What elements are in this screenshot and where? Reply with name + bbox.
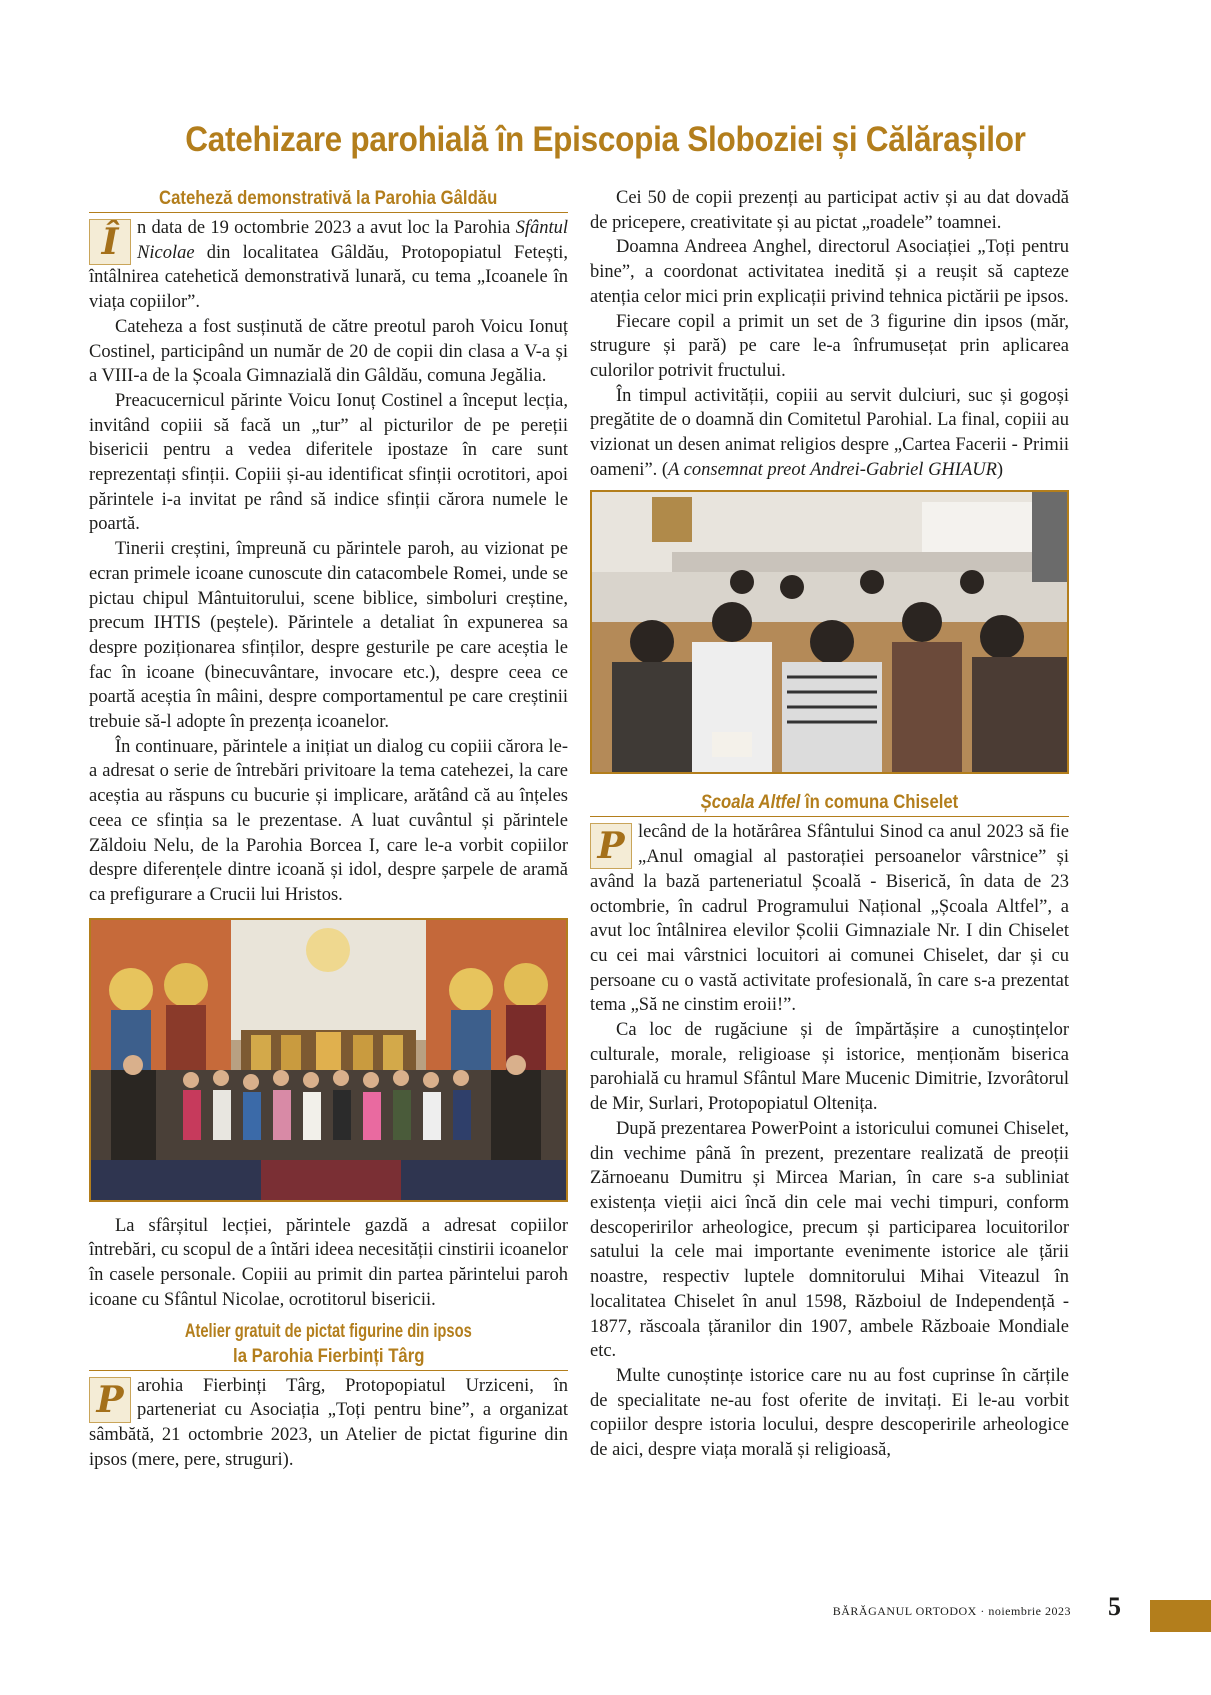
- page-title: Catehizare parohială în Episcopia Sloboziei și Călărașilor: [185, 120, 1026, 159]
- paragraph: La sfârșitul lecției, părintele gazdă a adresat copiilor întrebări, cu scopul de a întări ideea necesității cinstirii icoanelor în casele personale. Copiii au primit din partea părintelui paroh icoane cu Sfântul Nicolae, ocrotitorul bisericii.: [89, 1215, 568, 1310]
- paragraph: Î n data de 19 octombrie 2023 a avut loc la Parohia Sfântul Nicolae din localitatea Gâldău, Protopopiatul Fetești, întâlnirea catehetică demonstrativă lunară, cu tema „Icoanele în viața copiilor”.: [89, 218, 568, 313]
- paragraph: Preacucernicul părinte Voicu Ionuț Costinel a început lecția, invitând copiii să facă un „tur” al picturilor de pe pereții bisericii pentru a vedea diferitele ipostaze în care sunt reprezentați sfinții. Copiii și-au identificat sfinții ocrotitori, apoi părintele i-a invitat pe rând să indice sfinții cărora numele le poartă.: [89, 390, 568, 535]
- dropcap: P: [89, 1377, 131, 1423]
- dropcap: P: [590, 823, 632, 869]
- section-title-chiselet: Școala Altfel în comuna Chiselet: [590, 790, 1069, 817]
- footer-publication: BĂRĂGANUL ORTODOX · noiembrie 2023: [832, 1604, 1071, 1618]
- paragraph: P lecând de la hotărârea Sfântului Sinod ca anul 2023 să fie „Anul omagial al pastorației persoanelor vârstnice” și având la bază parteneriatul Școală - Biserică, în data de 23 octombrie, în cadrul Programului Național „Școala Altfel”, a avut loc întâlnirea elevilor Școlii Gimnaziale Nr. I din Chiselet cu cei mai vârstnici locuitori ai comunei Chiselet, dar și cu persoane cu o vastă activitate profesională, în care s-a prezentat tema „Să ne cinstim eroii!”.: [590, 822, 1069, 1016]
- dropcap: Î: [89, 219, 131, 265]
- right-column: [590, 186, 1069, 1463]
- church-group-photo: [89, 918, 568, 1202]
- paragraph: Fiecare copil a primit un set de 3 figurine din ipsos (măr, strugure și pară) pe care le-a înfrumusețat prin aplicarea culorilor potrivit fructului.: [590, 311, 1069, 381]
- left-column: [89, 186, 568, 1472]
- paragraph: În continuare, părintele a inițiat un dialog cu copiii cărora le-a adresat o serie de întrebări privitoare la tema catehezei, la care aceștia au răspuns cu bucurie și implicare, arătând că au înțeles ceea ce sfinția sa le prezentase. A luat cuvântul și părintele Zăldoiu Nelu, de la Parohia Borcea I, care le-a vorbit copiilor despre diferențele dintre icoană și idol, despre șarpele de aramă ca prefigurare a Crucii lui Hristos.: [89, 736, 568, 905]
- section-title-fierbinti-line1: Atelier gratuit de pictat figurine din ipsos: [185, 1320, 472, 1342]
- paragraph: P arohia Fierbinți Târg, Protopopiatul Urziceni, în parteneriat cu Asociația „Toți pentru bine”, a organizat sâmbătă, 21 octombrie 2023, un Atelier de pictat figurine din ipsos (mere, pere, struguri).: [89, 1375, 568, 1470]
- paragraph: Cateheza a fost susținută de către preotul paroh Voicu Ionuț Costinel, participând un număr de 20 de copii din clasa a V-a și a VIII-a de la Școala Gimnazială din Gâldău, comuna Jegălia.: [89, 316, 568, 387]
- paragraph: În timpul activității, copiii au servit dulciuri, suc și gogoși pregătite de o doamnă din Comitetul Parohial. La final, copiii au vizionat un desen animat religios despre „Cartea Facerii - Primii oameni”. (A consemnat preot Andrei-Gabriel GHIAUR): [590, 385, 1069, 480]
- workshop-photo: [590, 490, 1069, 774]
- footer-accent-bar: [1150, 1600, 1211, 1632]
- page-number: 5: [1108, 1592, 1121, 1621]
- section-title-fierbinti-line2: la Parohia Fierbinți Târg: [89, 1344, 568, 1371]
- paragraph: Cei 50 de copii prezenți au participat activ și au dat dovadă de pricepere, creativitate și au pictat „roadele” toamnei.: [590, 188, 1069, 233]
- paragraph: Doamna Andreea Anghel, directorul Asociației „Toți pentru bine”, a coordonat activitatea inedită și a reușit să capteze atenția celor mici prin explicații privind tehnica pictării pe ipsos.: [590, 237, 1069, 307]
- section-title-galdau: Cateheză demonstrativă la Parohia Gâldău: [89, 186, 568, 213]
- paragraph: Ca loc de rugăciune și de împărtășire a cunoștințelor culturale, morale, religioase și istorice, menționăm biserica parohială cu hramul Sfântul Mare Mucenic Dimitrie, Izvorâtorul de Mir, Surlari, Protopopiatul Oltenița.: [590, 1020, 1069, 1115]
- paragraph: După prezentarea PowerPoint a istoricului comunei Chiselet, din vechime până în prezent, prezentare realizată de preoții Zărnoeanu Dumitru și Mircea Marian, în care s-a subliniat existența vieții aici încă din cele mai vechi timpuri, conform descoperirilor arheologice, precum și participarea locuitorilor satului la cele mai importante evenimente istorice ale țării noastre, respectiv luptele domnitorului Mihai Viteazul în localitatea Chiselet în anul 1598, Războiul de Independență - 1877, răscoala țăranilor din 1907, ambele Războaie Mondiale etc.: [590, 1118, 1069, 1362]
- paragraph: Tinerii creștini, împreună cu părintele paroh, au vizionat pe ecran primele icoane cunoscute din catacombele Romei, unde se pictau chipul Mântuitorului, scene biblice, simboluri creștine, precum IHTIS (peștele). Părintele a detaliat în expunerea sa despre poziționarea sfinților, despre gesturile pe care aceștia le fac în icoane (binecuvântare, invocare etc.), despre ceea ce poartă aceștia în mâini, despre comportamentul pe care creștinii trebuie să-l adopte în prezența icoanelor.: [89, 539, 568, 733]
- paragraph: Multe cunoștințe istorice care nu au fost cuprinse în cărțile de specialitate ne-au fost oferite de invitați. Ei le-au vorbit copiilor despre istoria locului, despre descoperirile arheologice de aici, despre viața morală și religioasă,: [590, 1365, 1069, 1461]
